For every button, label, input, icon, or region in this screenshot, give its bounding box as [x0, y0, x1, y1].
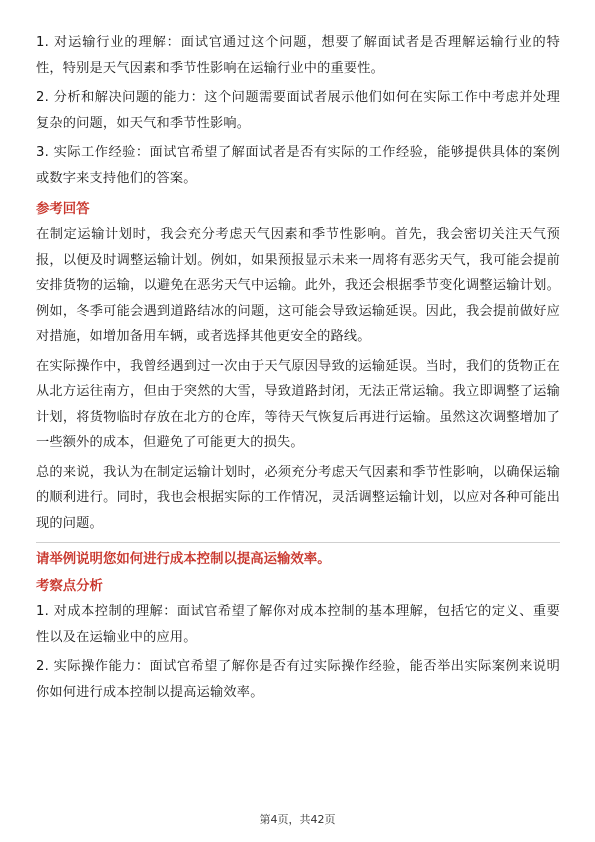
document-page — [36, 30, 560, 705]
analysis-heading: 考察点分析 — [36, 579, 103, 594]
analysis-point-3: 3. 实际工作经验：面试官希望了解面试者是否有实际的工作经验，能够提供具体的案例或数字来支持他们的答案。 — [36, 145, 560, 186]
page-number: 第4页，共42页 — [259, 813, 336, 826]
answer-paragraph-3: 总的来说，我认为在制定运输计划时，必须充分考虑天气因素和季节性影响，以确保运输的顺利进行。同时，我也会根据实际的工作情况，灵活调整运输计划，以应对各种可能出现的问题。 — [36, 464, 560, 531]
question-title: 请举例说明您如何进行成本控制以提高运输效率。 — [36, 552, 331, 567]
analysis-point-2: 2. 分析和解决问题的能力：这个问题需要面试者展示他们如何在实际工作中考虑并处理复杂的问题，如天气和季节性影响。 — [36, 90, 560, 131]
reference-answer-heading: 参考回答 — [36, 202, 90, 217]
answer-paragraph-1: 在制定运输计划时，我会充分考虑天气因素和季节性影响。首先，我会密切关注天气预报，以便及时调整运输计划。例如，如果预报显示未来一周将有恶劣天气，我可能会提前安排货物的运输，以避免在恶劣天气中运输。此外，我还会根据季节变化调整运输计划。例如，冬季可能会遇到道路结冰的问题，这可能会导致运输延误。因此，我会提前做好应对措施，如增加备用车辆，或者选择其他更安全的路线。 — [36, 227, 560, 344]
question2-point-2: 2. 实际操作能力：面试官希望了解你是否有过实际操作经验，能否举出实际案例来说明你如何进行成本控制以提高运输效率。 — [36, 659, 560, 700]
analysis-point-1: 1. 对运输行业的理解：面试官通过这个问题，想要了解面试者是否理解运输行业的特性，特别是天气因素和季节性影响在运输行业中的重要性。 — [36, 35, 560, 76]
section-divider — [36, 542, 560, 543]
question2-point-1: 1. 对成本控制的理解：面试官希望了解你对成本控制的基本理解，包括它的定义、重要性以及在运输业中的应用。 — [36, 604, 560, 645]
answer-paragraph-2: 在实际操作中，我曾经遇到过一次由于天气原因导致的运输延误。当时，我们的货物正在从北方运往南方，但由于突然的大雪，导致道路封闭，无法正常运输。我立即调整了运输计划，将货物临时存放在北方的仓库，等待天气恢复后再进行运输。虽然这次调整增加了一些额外的成本，但避免了可能更大的损失。 — [36, 358, 560, 450]
